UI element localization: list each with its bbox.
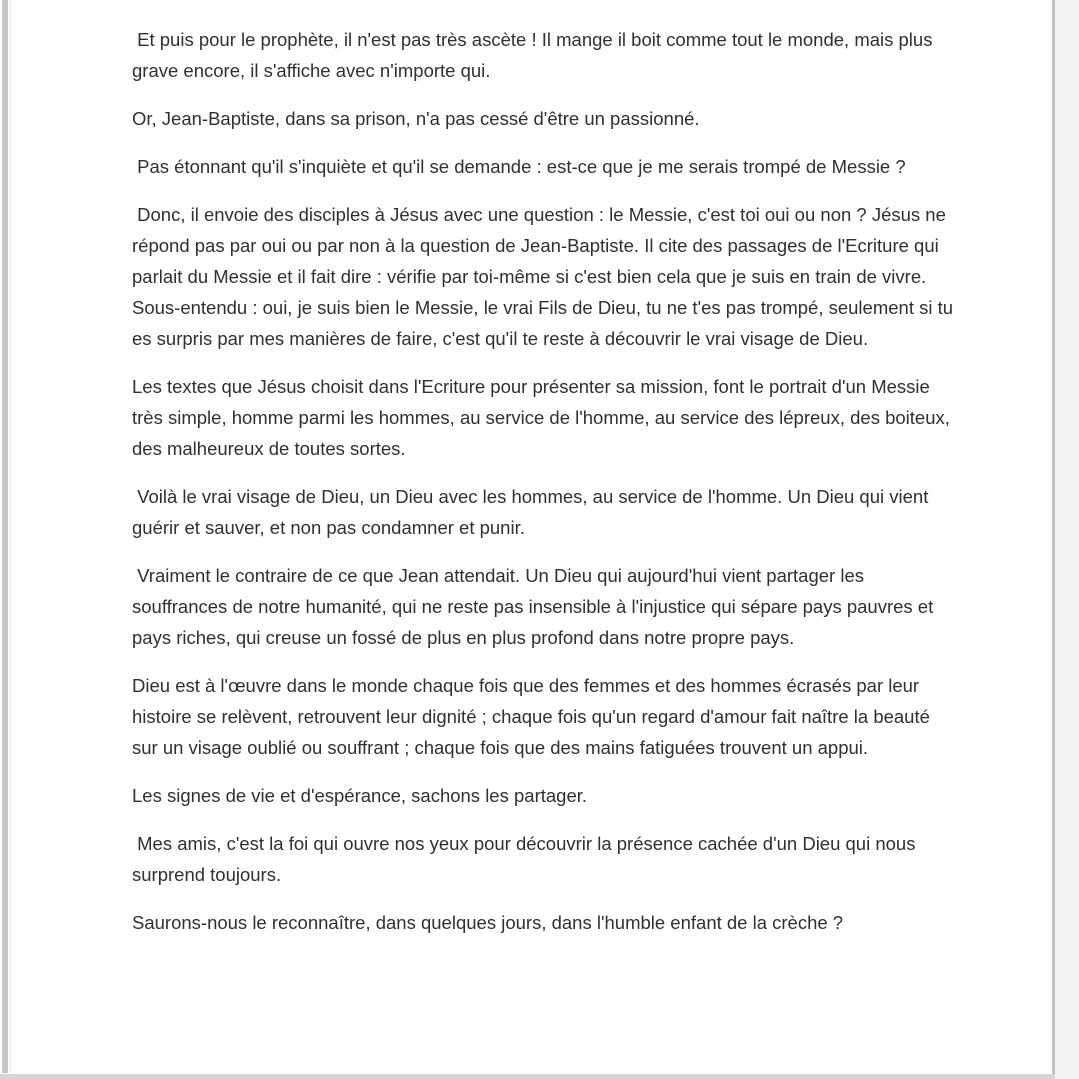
page-left-edge <box>2 0 8 1073</box>
paragraph: Saurons-nous le reconnaître, dans quelques jours, dans l'humble enfant de la crèche ? <box>132 912 844 933</box>
page-right-gutter <box>1055 0 1079 1079</box>
paragraph: Les signes de vie et d'espérance, sachons les partager. <box>132 785 588 806</box>
document-body <box>132 24 959 955</box>
paragraph: Pas étonnant qu'il s'inquiète et qu'il se demande : est-ce que je me serais trompé de Messie ? <box>132 156 906 177</box>
page-left-border <box>10 0 11 1073</box>
paragraph: Mes amis, c'est la foi qui ouvre nos yeux pour découvrir la présence cachée d'un Dieu qui nous surprend toujours. <box>132 833 921 885</box>
paragraph: Et puis pour le prophète, il n'est pas très ascète ! Il mange il boit comme tout le monde, mais plus grave encore, il s'affiche avec n'importe qui. <box>132 29 938 81</box>
paragraph: Donc, il envoie des disciples à Jésus avec une question : le Messie, c'est toi oui ou non ? Jésus ne répond pas par oui ou par non à la question de Jean-Baptiste. Il cite des passages de l'Ecriture qui parlait du Messie et il fait dire : vérifie par toi-même si c'est bien cela que je suis en train de vivre. Sous-entendu : oui, je suis bien le Messie, le vrai Fils de Dieu, tu ne t'es pas trompé, seulement si tu es surpris par mes manières de faire, c'est qu'il te reste à découvrir le vrai visage de Dieu. <box>132 204 959 349</box>
paragraph: Vraiment le contraire de ce que Jean attendait. Un Dieu qui aujourd'hui vient partager les souffrances de notre humanité, qui ne reste pas insensible à l'injustice qui sépare pays pauvres et pays riches, qui creuse un fossé de plus en plus profond dans notre propre pays. <box>132 565 939 648</box>
page-bottom-edge <box>0 1074 1055 1079</box>
paragraph: Voilà le vrai visage de Dieu, un Dieu avec les hommes, au service de l'homme. Un Dieu qui vient guérir et sauver, et non pas condamner et punir. <box>132 486 934 538</box>
paragraph: Dieu est à l'œuvre dans le monde chaque fois que des femmes et des hommes écrasés par leur histoire se relèvent, retrouvent leur dignité ; chaque fois qu'un regard d'amour fait naître la beauté sur un visage oublié ou souffrant ; chaque fois que des mains fatiguées trouvent un appui. <box>132 675 936 758</box>
paragraph: Les textes que Jésus choisit dans l'Ecriture pour présenter sa mission, font le portrait d'un Messie très simple, homme parmi les hommes, au service de l'homme, au service des lépreux, des boiteux, des malheureux de toutes sortes. <box>132 376 956 459</box>
paragraph: Or, Jean-Baptiste, dans sa prison, n'a pas cessé d'être un passionné. <box>132 108 700 129</box>
